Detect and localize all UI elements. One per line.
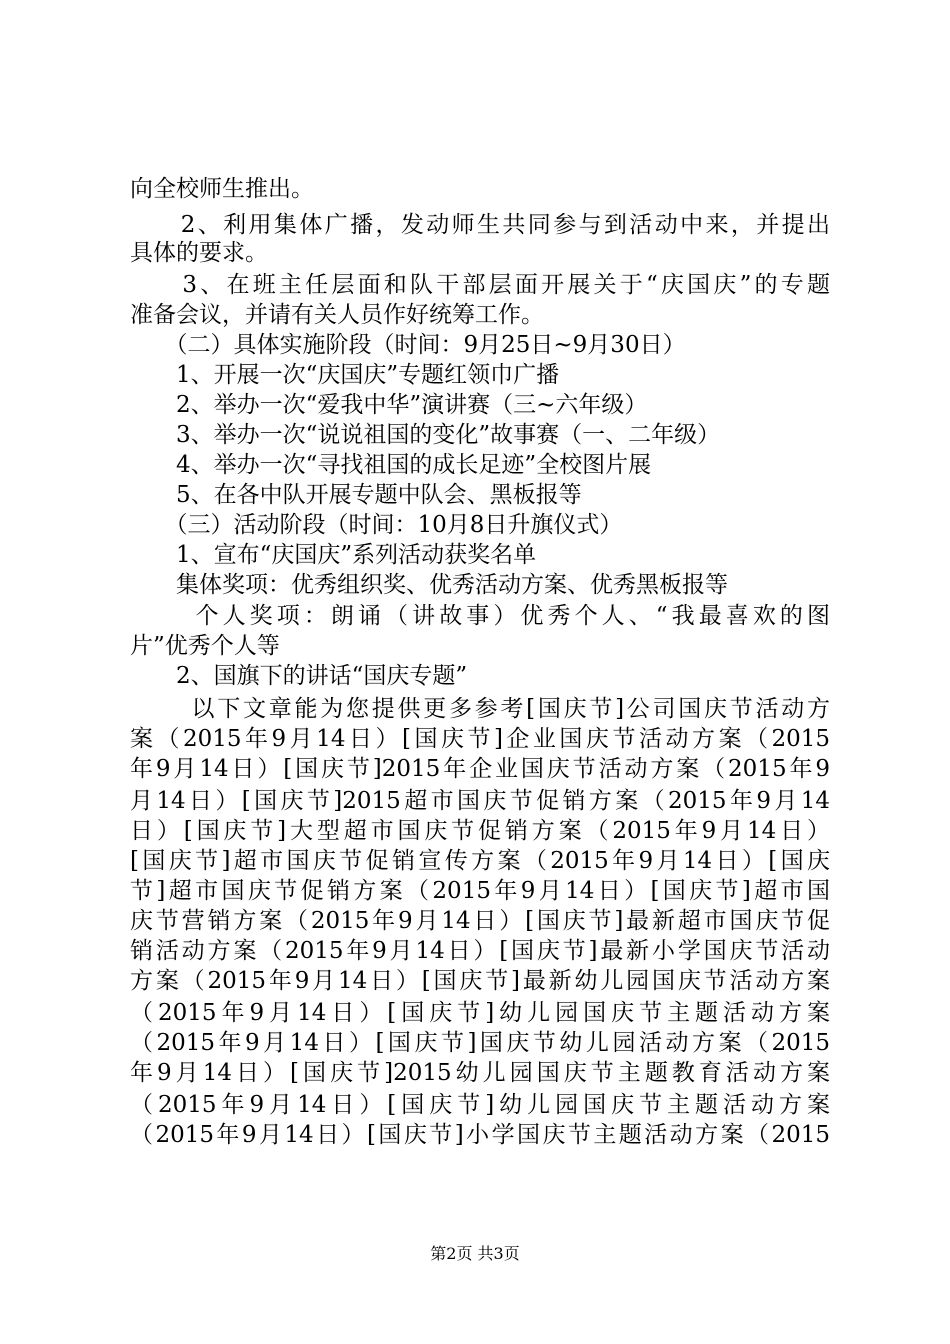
text-line: 1、宣布“庆国庆”系列活动获奖名单 [130,542,537,568]
text-line: 具体的要求。 [130,240,268,266]
text-line: （2015年9月14日）[国庆节]小学国庆节主题活动方案（2015 [130,1122,830,1148]
text-line: 2、举办一次“爱我中华”演讲赛（三~六年级） [130,392,648,418]
text-line: 销活动方案（2015年9月14日）[国庆节]最新小学国庆节活动 [130,938,830,964]
text-line: [国庆节]超市国庆节促销宣传方案（2015年9月14日）[国庆 [130,848,830,874]
text-line: 年9月14日）[国庆节]2015幼儿园国庆节主题教育活动方案 [130,1060,830,1086]
text-line: （三）活动阶段（时间：10月8日升旗仪式） [130,512,623,538]
text-line: （2015年9月14日）[国庆节]国庆节幼儿园活动方案（2015 [130,1030,830,1056]
text-line: 向全校师生推出。 [130,176,314,202]
text-line: 3、在班主任层面和队干部层面开展关于“庆国庆”的专题 [130,272,830,298]
text-line: 年9月14日）[国庆节]2015年企业国庆节活动方案（2015年9 [130,756,830,782]
text-line: （2015年9月14日）[国庆节]幼儿园国庆节主题活动方案 [130,1092,830,1118]
text-line: 庆节营销方案（2015年9月14日）[国庆节]最新超市国庆节促 [130,908,830,934]
text-line: 5、在各中队开展专题中队会、黑板报等 [130,482,582,508]
text-line: （二）具体实施阶段（时间：9月25日~9月30日） [130,332,686,358]
text-line: 个人奖项：朗诵（讲故事）优秀个人、“我最喜欢的图 [130,603,830,629]
text-line: 1、开展一次“庆国庆”专题红领巾广播 [130,362,560,388]
text-line: 4、举办一次“寻找祖国的成长足迹”全校图片展 [130,452,652,478]
text-line: 2、利用集体广播，发动师生共同参与到活动中来，并提出 [130,212,830,238]
text-line: 月14日）[国庆节]2015超市国庆节促销方案（2015年9月14 [130,788,830,814]
text-line: 准备会议，并请有关人员作好统筹工作。 [130,302,544,328]
text-line: 以下文章能为您提供更多参考[国庆节]公司国庆节活动方 [130,696,830,722]
text-line: 节]超市国庆节促销方案（2015年9月14日）[国庆节]超市国 [130,878,830,904]
text-line: 集体奖项：优秀组织奖、优秀活动方案、优秀黑板报等 [130,572,728,598]
text-line: 3、举办一次“说说祖国的变化”故事赛（一、二年级） [130,422,721,448]
text-line: 方案（2015年9月14日）[国庆节]最新幼儿园国庆节活动方案 [130,968,830,994]
text-line: （2015年9月14日）[国庆节]幼儿园国庆节主题活动方案 [130,1000,830,1026]
text-line: 日）[国庆节]大型超市国庆节促销方案（2015年9月14日） [130,818,830,844]
page-number-footer: 第2页 共3页 [430,1244,520,1263]
text-line: 片”优秀个人等 [130,633,280,659]
text-line: 案（2015年9月14日）[国庆节]企业国庆节活动方案（2015 [130,726,830,752]
text-line: 2、国旗下的讲话“国庆专题” [130,663,468,689]
